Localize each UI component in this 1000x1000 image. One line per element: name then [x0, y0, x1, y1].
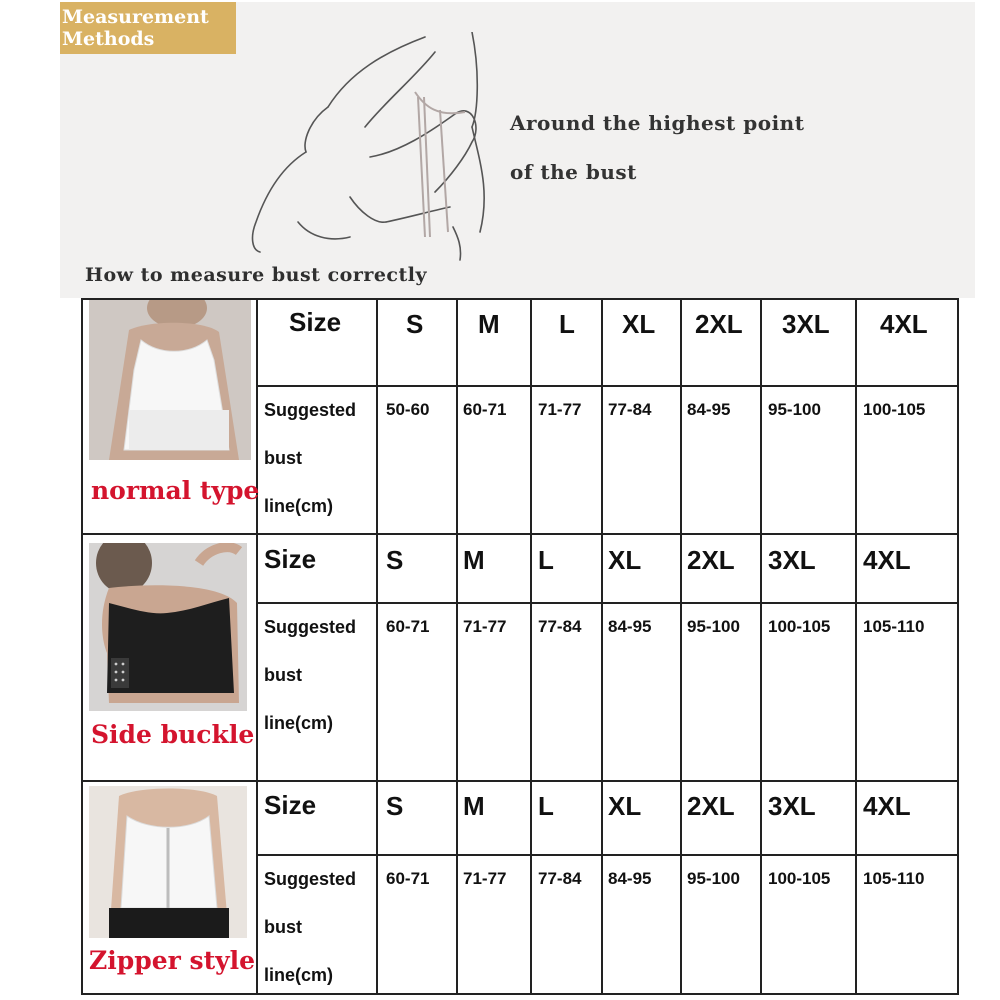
bust-value: 84-95: [687, 400, 731, 419]
section-divider: [81, 533, 959, 535]
size-XL: XL: [608, 791, 642, 821]
column-divider: [601, 298, 603, 995]
side-buckle-label: Side buckle: [91, 720, 255, 749]
bust-value: 95-100: [687, 869, 740, 888]
row-label-line-2: bust: [264, 917, 302, 937]
suggested-bust-label: [264, 386, 356, 530]
row-divider: [256, 602, 959, 604]
size-header: Size: [264, 790, 317, 820]
measurement-method-panel: [60, 2, 975, 298]
size-XL: XL: [608, 545, 642, 575]
measurement-instruction: [510, 99, 804, 197]
badge-line-1: Measurement: [62, 6, 209, 28]
column-divider: [855, 298, 857, 995]
size-header: Size: [289, 307, 342, 337]
bust-value: 60-71: [386, 617, 430, 636]
bust-value: 60-71: [386, 869, 430, 888]
size-2XL: 2XL: [695, 309, 743, 339]
size-4XL: 4XL: [863, 545, 911, 575]
size-header: Size: [264, 544, 317, 574]
bust-value: 77-84: [538, 617, 582, 636]
row-label-line-3: line(cm): [264, 496, 334, 516]
size-4XL: 4XL: [880, 309, 928, 339]
size-S: S: [386, 791, 404, 821]
bust-value: 84-95: [608, 869, 652, 888]
row-divider: [256, 385, 959, 387]
size-XL: XL: [622, 309, 656, 339]
row-label-line-1: Suggested: [264, 617, 357, 637]
column-divider: [256, 298, 258, 995]
suggested-bust-label: [264, 603, 356, 747]
bust-value: 71-77: [463, 869, 507, 888]
size-2XL: 2XL: [687, 791, 735, 821]
bust-value: 95-100: [687, 617, 740, 636]
bust-value: 95-100: [768, 400, 821, 419]
side-buckle-product-photo: [89, 543, 247, 711]
instruction-line-1: Around the highest point: [510, 111, 805, 135]
size-2XL: 2XL: [687, 545, 735, 575]
size-L: L: [538, 791, 554, 821]
row-label-line-1: Suggested: [264, 400, 357, 420]
row-divider: [256, 854, 959, 856]
normal-type-label: normal type: [91, 476, 260, 505]
section-divider: [81, 780, 959, 782]
size-3XL: 3XL: [768, 545, 816, 575]
bust-value: 77-84: [608, 400, 652, 419]
size-L: L: [559, 309, 575, 339]
bust-measure-illustration: [210, 32, 490, 262]
column-divider: [530, 298, 532, 995]
bust-value: 105-110: [863, 869, 925, 888]
bust-value: 100-105: [768, 617, 831, 636]
size-S: S: [386, 545, 404, 575]
column-divider: [456, 298, 458, 995]
zipper-style-product-photo: [89, 786, 247, 938]
size-4XL: 4XL: [863, 791, 911, 821]
row-label-line-2: bust: [264, 448, 302, 468]
row-label-line-3: line(cm): [264, 713, 334, 733]
zipper-style-label: Zipper style: [89, 946, 256, 975]
instruction-line-2: of the bust: [510, 160, 637, 184]
bust-value: 71-77: [463, 617, 507, 636]
row-label-line-3: line(cm): [264, 965, 334, 985]
measurement-caption: How to measure bust correctly: [85, 264, 428, 286]
column-divider: [680, 298, 682, 995]
row-label-line-2: bust: [264, 665, 302, 685]
bust-value: 84-95: [608, 617, 652, 636]
badge-line-2: Methods: [62, 28, 155, 50]
column-divider: [376, 298, 378, 995]
bust-value: 60-71: [463, 400, 507, 419]
bust-value: 100-105: [768, 869, 831, 888]
size-3XL: 3XL: [782, 309, 830, 339]
suggested-bust-label: [264, 855, 356, 999]
bust-value: 105-110: [863, 617, 925, 636]
bust-value: 50-60: [386, 400, 430, 419]
size-L: L: [538, 545, 554, 575]
bust-value: 77-84: [538, 869, 582, 888]
size-3XL: 3XL: [768, 791, 816, 821]
normal-type-product-photo: [89, 300, 251, 460]
size-M: M: [478, 309, 500, 339]
column-divider: [760, 298, 762, 995]
bust-value: 100-105: [863, 400, 926, 419]
size-S: S: [406, 309, 424, 339]
size-M: M: [463, 791, 485, 821]
size-M: M: [463, 545, 485, 575]
row-label-line-1: Suggested: [264, 869, 357, 889]
bust-value: 71-77: [538, 400, 582, 419]
